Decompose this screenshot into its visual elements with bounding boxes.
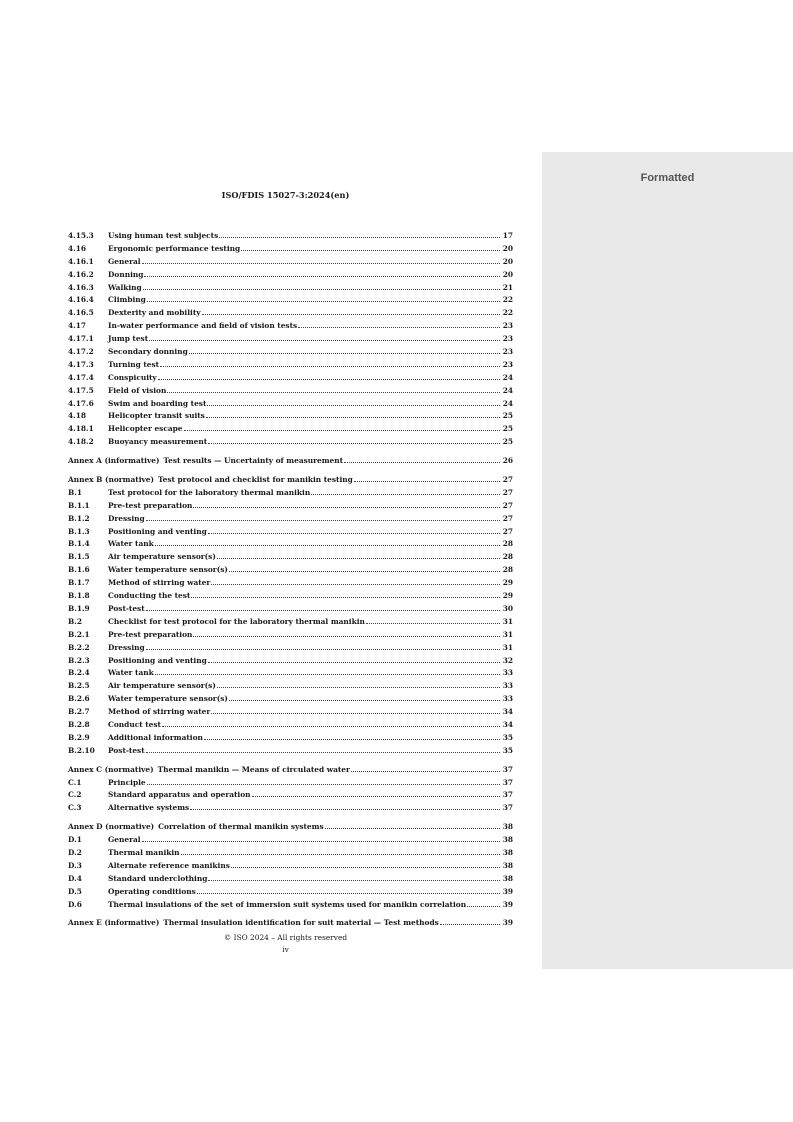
toc-entry-title: Positioning and venting — [108, 526, 207, 536]
toc-entry[interactable] — [68, 745, 513, 758]
toc-entry[interactable] — [68, 719, 513, 732]
toc-entry-number: B.1.2 — [68, 513, 90, 523]
toc-entry-number: 4.18 — [68, 411, 87, 421]
toc-dot-leader — [160, 366, 500, 367]
toc-entry-title: Dexterity and mobility — [108, 308, 201, 318]
toc-entry-page: 27 — [502, 475, 513, 485]
toc-entry-title: Conduct test — [108, 719, 161, 729]
toc-entry-number: Annex B (normative) — [68, 475, 154, 485]
table-of-contents — [68, 230, 513, 930]
toc-entry-title: Alternate reference manikins — [108, 860, 230, 870]
toc-entry-title: Ergonomic performance testing — [108, 243, 241, 253]
toc-entry-title: Thermal insulation identification for suit material — Test methods — [163, 918, 439, 928]
page-number: iv — [282, 945, 289, 954]
toc-entry-page: 24 — [502, 385, 513, 395]
toc-dot-leader — [143, 289, 500, 290]
copyright-notice: © ISO 2024 – All rights reserved — [223, 933, 348, 942]
toc-dot-leader — [311, 494, 500, 495]
toc-entry-page: 25 — [502, 424, 513, 434]
toc-entry[interactable] — [68, 282, 513, 295]
toc-entry-page: 29 — [502, 591, 513, 601]
toc-dot-leader — [202, 314, 500, 315]
toc-entry-number: B.1.5 — [68, 552, 90, 562]
toc-dot-leader — [229, 571, 500, 572]
toc-entry-title: Standard underclothing — [108, 873, 208, 883]
toc-entry-page: 38 — [502, 822, 513, 832]
toc-dot-leader — [146, 649, 500, 650]
toc-entry-page: 23 — [502, 321, 513, 331]
toc-dot-leader — [191, 597, 500, 598]
toc-entry-title: Walking — [108, 282, 142, 292]
toc-dot-leader — [155, 674, 500, 675]
toc-dot-leader — [147, 784, 500, 785]
toc-entry[interactable] — [68, 359, 513, 372]
toc-entry[interactable] — [68, 629, 513, 642]
toc-entry-title: Buoyancy measurement — [108, 437, 208, 447]
toc-entry-page: 39 — [502, 886, 513, 896]
toc-entry-page: 27 — [502, 500, 513, 510]
toc-entry-title: Positioning and venting — [108, 655, 207, 665]
toc-entry[interactable] — [68, 873, 513, 886]
toc-entry-title: Air temperature sensor(s) — [108, 552, 216, 562]
toc-entry-number: D.1 — [68, 835, 82, 845]
toc-entry-page: 27 — [502, 526, 513, 536]
toc-entry-title: Test results — Uncertainty of measurement — [163, 456, 344, 466]
toc-entry-page: 31 — [502, 642, 513, 652]
toc-entry-title: Helicopter escape — [108, 424, 183, 434]
toc-entry-page: 33 — [502, 694, 513, 704]
toc-dot-leader — [155, 545, 500, 546]
toc-entry-number: 4.17.2 — [68, 347, 94, 357]
toc-entry[interactable] — [68, 269, 513, 282]
toc-entry-page: 27 — [502, 513, 513, 523]
toc-entry[interactable] — [68, 230, 513, 243]
toc-entry-number: C.3 — [68, 803, 82, 813]
toc-entry-title: Checklist for test protocol for the laboratory thermal manikin — [108, 616, 365, 626]
toc-entry-number: B.1.8 — [68, 591, 90, 601]
toc-entry-number: B.2.2 — [68, 642, 90, 652]
toc-dot-leader — [325, 828, 500, 829]
toc-entry-title: Thermal manikin — Means of circulated water — [157, 764, 350, 774]
toc-entry-number: B.2.7 — [68, 707, 90, 717]
toc-entry-number: D.5 — [68, 886, 82, 896]
toc-entry-title: Alternative systems — [108, 803, 190, 813]
toc-entry-page: 23 — [502, 347, 513, 357]
toc-entry-page: 33 — [502, 681, 513, 691]
toc-entry-title: Standard apparatus and operation — [108, 790, 251, 800]
toc-entry-title: Water tank — [108, 539, 154, 549]
toc-entry-number: 4.16.1 — [68, 256, 94, 266]
toc-entry-number: C.1 — [68, 777, 82, 787]
toc-dot-leader — [231, 867, 500, 868]
toc-entry-number: B.2.1 — [68, 629, 90, 639]
toc-entry-page: 30 — [502, 603, 513, 613]
toc-dot-leader — [298, 327, 500, 328]
toc-entry[interactable] — [68, 538, 513, 551]
toc-entry[interactable] — [68, 789, 513, 802]
toc-entry-number: 4.18.1 — [68, 424, 94, 434]
toc-entry-number: B.1.6 — [68, 565, 90, 575]
toc-dot-leader — [219, 237, 500, 238]
toc-entry-number: B.2.9 — [68, 732, 90, 742]
toc-dot-leader — [351, 771, 500, 772]
toc-entry-number: 4.16 — [68, 243, 87, 253]
toc-dot-leader — [142, 841, 500, 842]
toc-entry-title: Field of vision — [108, 385, 167, 395]
toc-entry-page: 21 — [502, 282, 513, 292]
toc-dot-leader — [229, 700, 500, 701]
toc-entry-number: 4.17.1 — [68, 334, 94, 344]
toc-dot-leader — [440, 924, 500, 925]
toc-entry-number: 4.16.4 — [68, 295, 94, 305]
toc-entry-page: 23 — [502, 334, 513, 344]
toc-entry[interactable] — [68, 436, 513, 449]
toc-entry[interactable] — [68, 410, 513, 423]
toc-entry-page: 37 — [502, 764, 513, 774]
toc-dot-leader — [197, 893, 500, 894]
toc-dot-leader — [217, 558, 500, 559]
toc-dot-leader — [354, 481, 500, 482]
toc-entry[interactable] — [68, 307, 513, 320]
toc-entry-title: Post-test — [108, 603, 145, 613]
toc-entry-title: Test protocol and checklist for manikin testing — [158, 475, 353, 485]
toc-entry-title: Method of stirring water — [108, 707, 211, 717]
toc-entry-page: 35 — [502, 732, 513, 742]
toc-entry-number: 4.15.3 — [68, 231, 94, 240]
comment-label: Formatted — [640, 172, 695, 184]
toc-dot-leader — [149, 340, 500, 341]
toc-entry-page: 23 — [502, 359, 513, 369]
toc-dot-leader — [142, 263, 500, 264]
toc-entry-page: 29 — [502, 578, 513, 588]
toc-entry-page: 20 — [502, 243, 513, 253]
toc-entry[interactable] — [68, 680, 513, 693]
toc-dot-leader — [184, 430, 500, 431]
toc-entry-number: B.1.1 — [68, 500, 90, 510]
toc-entry-title: Thermal insulations of the set of immersion suit systems used for manikin correlation — [108, 899, 467, 909]
toc-entry[interactable] — [68, 642, 513, 655]
toc-dot-leader — [181, 854, 500, 855]
toc-entry-title: Conducting the test — [108, 591, 191, 601]
toc-entry-title: Swim and boarding test — [108, 398, 207, 408]
toc-entry-page: 24 — [502, 372, 513, 382]
toc-entry-page: 22 — [502, 308, 513, 318]
toc-dot-leader — [344, 462, 500, 463]
toc-entry-page: 35 — [502, 745, 513, 755]
toc-entry[interactable] — [68, 603, 513, 616]
toc-entry-page: 25 — [502, 437, 513, 447]
toc-entry-page: 34 — [502, 719, 513, 729]
toc-entry-page: 31 — [502, 629, 513, 639]
toc-entry-title: Operating conditions — [108, 886, 196, 896]
toc-entry-number: 4.17 — [68, 321, 87, 331]
toc-entry-page: 37 — [502, 777, 513, 787]
toc-entry-number: B.2.3 — [68, 655, 90, 665]
toc-entry-title: Climbing — [108, 295, 146, 305]
toc-entry[interactable] — [68, 385, 513, 398]
toc-entry-page: 34 — [502, 707, 513, 717]
toc-entry-title: Secondary donning — [108, 347, 188, 357]
toc-entry-number: B.2.5 — [68, 681, 90, 691]
toc-entry[interactable] — [68, 243, 513, 256]
toc-entry-page: 38 — [502, 847, 513, 857]
toc-entry-title: In-water performance and field of vision tests — [108, 321, 298, 331]
toc-entry-page: 38 — [502, 835, 513, 845]
toc-entry[interactable] — [68, 256, 513, 269]
toc-entry[interactable] — [68, 487, 513, 500]
toc-entry[interactable] — [68, 732, 513, 745]
toc-entry[interactable] — [68, 706, 513, 719]
toc-entry-title: Dressing — [108, 642, 145, 652]
toc-dot-leader — [208, 443, 500, 444]
toc-entry-number: D.3 — [68, 860, 82, 870]
toc-entry[interactable] — [68, 500, 513, 513]
toc-entry-page: 22 — [502, 295, 513, 305]
toc-entry[interactable] — [68, 577, 513, 590]
toc-entry-title: Test protocol for the laboratory thermal manikin — [108, 487, 311, 497]
page-footer — [68, 932, 503, 956]
toc-entry[interactable] — [68, 320, 513, 333]
toc-entry-number: Annex D (normative) — [68, 822, 155, 832]
toc-entry-number: B.2.10 — [68, 745, 95, 755]
toc-entry[interactable] — [68, 333, 513, 346]
toc-entry-page: 26 — [502, 456, 513, 466]
toc-entry-page: 17 — [502, 231, 513, 240]
toc-entry-title: Thermal manikin — [108, 847, 180, 857]
toc-entry-number: B.1.4 — [68, 539, 90, 549]
toc-entry[interactable] — [68, 655, 513, 668]
toc-entry[interactable] — [68, 398, 513, 411]
toc-entry[interactable] — [68, 346, 513, 359]
toc-entry-page: 37 — [502, 790, 513, 800]
toc-entry[interactable] — [68, 590, 513, 603]
toc-entry-number: D.6 — [68, 899, 82, 909]
toc-entry[interactable] — [68, 834, 513, 847]
toc-entry-number: 4.17.5 — [68, 385, 94, 395]
toc-entry-number: B.1.7 — [68, 578, 90, 588]
toc-dot-leader — [208, 533, 500, 534]
toc-entry-title: Pre-test preparation — [108, 629, 193, 639]
toc-entry-page: 28 — [502, 565, 513, 575]
toc-dot-leader — [146, 610, 500, 611]
toc-entry[interactable] — [68, 693, 513, 706]
toc-entry-title: General — [108, 256, 141, 266]
toc-entry-number: B.1 — [68, 487, 82, 497]
toc-entry-number: 4.17.4 — [68, 372, 94, 382]
toc-entry[interactable] — [68, 423, 513, 436]
toc-entry-page: 32 — [502, 655, 513, 665]
toc-entry-page: 31 — [502, 616, 513, 626]
toc-entry-title: Water tank — [108, 668, 154, 678]
toc-entry-number: D.4 — [68, 873, 82, 883]
toc-entry[interactable] — [68, 616, 513, 629]
toc-entry-title: Donning — [108, 269, 144, 279]
toc-entry-page: 38 — [502, 860, 513, 870]
toc-entry-number: 4.18.2 — [68, 437, 94, 447]
toc-dot-leader — [467, 906, 500, 907]
toc-entry[interactable] — [68, 886, 513, 899]
toc-dot-leader — [167, 392, 500, 393]
toc-entry-page: 39 — [502, 899, 513, 909]
toc-entry-page: 28 — [502, 539, 513, 549]
toc-entry-number: 4.16.3 — [68, 282, 94, 292]
toc-dot-leader — [217, 687, 500, 688]
toc-entry[interactable] — [68, 667, 513, 680]
toc-entry-title: Dressing — [108, 513, 145, 523]
toc-entry[interactable] — [68, 899, 513, 912]
toc-entry[interactable] — [68, 372, 513, 385]
toc-entry-page: 25 — [502, 411, 513, 421]
toc-dot-leader — [208, 880, 500, 881]
toc-entry-number: D.2 — [68, 847, 82, 857]
toc-dot-leader — [189, 353, 500, 354]
toc-entry[interactable] — [68, 802, 513, 815]
toc-dot-leader — [206, 417, 500, 418]
toc-entry-title: Conspicuity — [108, 372, 157, 382]
toc-entry-page: 20 — [502, 269, 513, 279]
toc-entry-page: 24 — [502, 398, 513, 408]
toc-dot-leader — [211, 713, 500, 714]
toc-entry-number: Annex C (normative) — [68, 764, 154, 774]
toc-entry-number: 4.17.6 — [68, 398, 94, 408]
toc-dot-leader — [190, 809, 500, 810]
toc-dot-leader — [208, 662, 500, 663]
toc-entry[interactable] — [68, 526, 513, 539]
toc-entry-title: Pre-test preparation — [108, 500, 193, 510]
toc-entry-title: Air temperature sensor(s) — [108, 681, 216, 691]
toc-entry[interactable] — [68, 513, 513, 526]
toc-dot-leader — [252, 796, 500, 797]
toc-entry-page: 39 — [502, 918, 513, 928]
toc-dot-leader — [241, 250, 500, 251]
toc-entry-title: Correlation of thermal manikin systems — [158, 822, 324, 832]
toc-entry-title: Post-test — [108, 745, 145, 755]
toc-entry-title: Using human test subjects — [108, 231, 219, 240]
toc-entry-title: Turning test — [108, 359, 160, 369]
toc-entry-number: B.2.6 — [68, 694, 90, 704]
toc-entry-number: Annex A (informative) — [68, 456, 160, 466]
toc-annex-entry[interactable] — [68, 917, 513, 930]
toc-entry-number: B.2 — [68, 616, 82, 626]
toc-dot-leader — [207, 405, 500, 406]
toc-entry[interactable] — [68, 551, 513, 564]
toc-annex-entry[interactable] — [68, 764, 513, 777]
toc-dot-leader — [211, 584, 500, 585]
toc-entry-page: 20 — [502, 256, 513, 266]
toc-entry-number: B.2.8 — [68, 719, 90, 729]
toc-dot-leader — [193, 636, 500, 637]
toc-dot-leader — [162, 726, 500, 727]
toc-dot-leader — [146, 520, 500, 521]
toc-dot-leader — [144, 276, 500, 277]
toc-entry-number: C.2 — [68, 790, 82, 800]
toc-dot-leader — [147, 301, 500, 302]
toc-entry-page: 38 — [502, 873, 513, 883]
toc-entry[interactable] — [68, 564, 513, 577]
toc-entry-number: B.1.9 — [68, 603, 90, 613]
toc-annex-entry[interactable] — [68, 455, 513, 468]
toc-entry-number: B.2.4 — [68, 668, 90, 678]
toc-entry[interactable] — [68, 294, 513, 307]
toc-entry-number: Annex E (informative) — [68, 918, 160, 928]
toc-dot-leader — [146, 752, 500, 753]
toc-entry-title: Additional information — [108, 732, 203, 742]
toc-entry-title: Helicopter transit suits — [108, 411, 205, 421]
toc-entry-number: 4.16.5 — [68, 308, 94, 318]
toc-entry-title: Water temperature sensor(s) — [108, 694, 228, 704]
toc-entry-title: Water temperature sensor(s) — [108, 565, 228, 575]
comment-pane — [542, 152, 793, 969]
toc-dot-leader — [204, 739, 500, 740]
toc-entry-number: 4.16.2 — [68, 269, 94, 279]
toc-dot-leader — [158, 379, 500, 380]
toc-entry-title: Jump test — [108, 334, 149, 344]
toc-entry-number: B.1.3 — [68, 526, 90, 536]
toc-entry[interactable] — [68, 847, 513, 860]
toc-entry-title: Principle — [108, 777, 146, 787]
toc-dot-leader — [193, 507, 500, 508]
toc-entry-page: 28 — [502, 552, 513, 562]
toc-entry-title: Method of stirring water — [108, 578, 211, 588]
toc-annex-entry[interactable] — [68, 474, 513, 487]
toc-entry-page: 37 — [502, 803, 513, 813]
toc-entry-page: 33 — [502, 668, 513, 678]
document-header: ISO/FDIS 15027-3:2024(en) — [221, 190, 350, 200]
toc-dot-leader — [366, 623, 500, 624]
toc-entry-title: General — [108, 835, 141, 845]
toc-entry-number: 4.17.3 — [68, 359, 94, 369]
toc-entry[interactable] — [68, 860, 513, 873]
toc-entry[interactable] — [68, 777, 513, 790]
toc-annex-entry[interactable] — [68, 821, 513, 834]
toc-entry-page: 27 — [502, 487, 513, 497]
